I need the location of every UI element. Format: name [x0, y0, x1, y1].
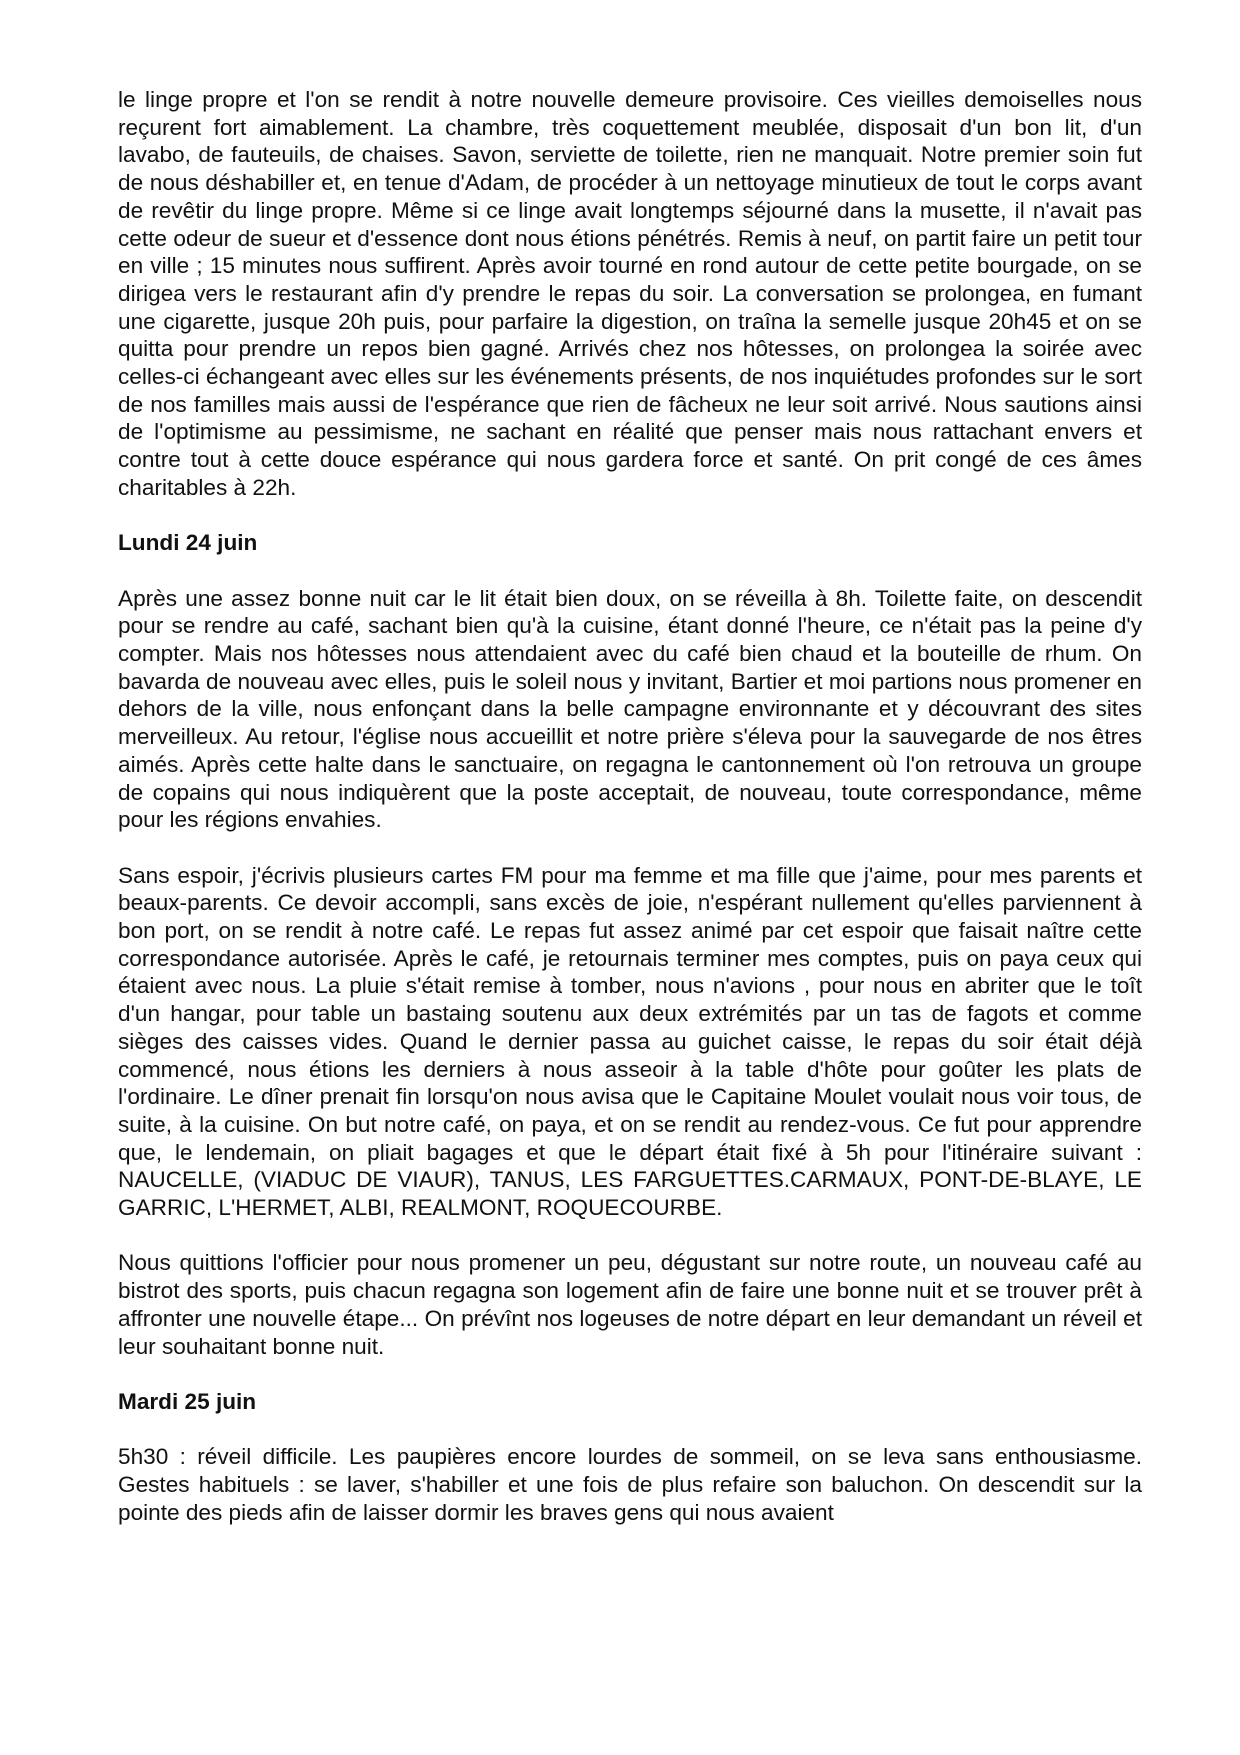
date-heading-lundi-24-juin: Lundi 24 juin — [118, 530, 258, 556]
paragraph-lundi-morning: Après une assez bonne nuit car le lit était bien doux, on se réveilla à 8h. Toilette faite, on descendit pour se rendre au café, sachant bien qu'à la cuisine, étant donné l'heure, ce n'était pas la peine d'y compter. Mais nos hôtesses nous attendaient avec du café bien chaud et la bouteille de rhum. On bavarda de nouveau avec elles, puis le soleil nous y invitant, Bartier et moi partions nous promener en dehors de la ville, nous enfonçant dans la belle campagne environnante et y découvrant des sites merveilleux. Au retour, l'église nous accueillit et notre prière s'éleva pour la sauvegarde de nos êtres aimés. Après cette halte dans le sanctuaire, on regagna le cantonnement où l'on retrouva un groupe de copains qui nous indiquèrent que la poste acceptait, de nouveau, toute correspondance, même pour les régions envahies. — [118, 585, 1142, 833]
paragraph-mardi-wakeup: 5h30 : réveil difficile. Les paupières encore lourdes de sommeil, on se leva sans enthousiasme. Gestes habituels : se laver, s'habiller et une fois de plus refaire son baluchon. On descendit sur la pointe des pieds afin de laisser dormir les braves gens qui nous avaient — [118, 1444, 1142, 1525]
page-body — [118, 86, 1142, 1526]
paragraph-lundi-letters: Sans espoir, j'écrivis plusieurs cartes FM pour ma femme et ma fille que j'aime, pour mes parents et beaux-parents. Ce devoir accompli, sans excès de joie, n'espérant nullement qu'elles parviennent à bon port, on se rendit à notre café. Le repas fut assez animé par cet espoir que faisait naître cette correspondance autorisée. Après le café, je retournais terminer mes comptes, puis on paya ceux qui étaient avec nous. La pluie s'était remise à tomber, nous n'avions , pour nous en abriter que le toît d'un hangar, pour table un bastaing soutenu aux deux extrémités par un tas de fagots et comme sièges des caisses vides. Quand le dernier passa au guichet caisse, le repas du soir était déjà commencé, nous étions les derniers à nous asseoir à la table d'hôte pour goûter les plats de l'ordinaire. Le dîner prenait fin lorsqu'on nous avisa que le Capitaine Moulet voulait nous voir tous, de suite, à la cuisine. On but notre café, on paya, et on se rendit au rendez-vous. Ce fut pour apprendre que, le lendemain, on pliait bagages et que le départ était fixé à 5h pour l'itinéraire suivant : NAUCELLE, (VIADUC DE VIAUR), TANUS, LES FARGUETTES.CARMAUX, PONT-DE-BLAYE, LE GARRIC, L'HERMET, ALBI, REALMONT, ROQUECOURBE. — [118, 862, 1142, 1221]
paragraph-lundi-night: Nous quittions l'officier pour nous promener un peu, dégustant sur notre route, un nouveau café au bistrot des sports, puis chacun regagna son logement afin de faire une bonne nuit et se trouver prêt à affronter une nouvelle étape... On prévînt nos logeuses de notre départ en leur demandant un réveil et leur souhaitant bonne nuit. — [118, 1250, 1142, 1359]
date-heading-mardi-25-juin: Mardi 25 juin — [118, 1388, 257, 1414]
paragraph-lodging-evening: le linge propre et l'on se rendit à notre nouvelle demeure provisoire. Ces vieilles demoiselles nous reçurent fort aimablement. La chambre, très coquettement meublée, disposait d'un bon lit, d'un lavabo, de fauteuils, de chaises. Savon, serviette de toilette, rien ne manquait. Notre premier soin fut de nous déshabiller et, en tenue d'Adam, de procéder à un nettoyage minutieux de tout le corps avant de revêtir du linge propre. Même si ce linge avait longtemps séjourné dans la musette, il n'avait pas cette odeur de sueur et d'essence dont nous étions pénétrés. Remis à neuf, on partit faire un petit tour en ville ; 15 minutes nous suffirent. Après avoir tourné en rond autour de cette petite bourgade, on se dirigea vers le restaurant afin d'y prendre le repas du soir. La conversation se prolongea, en fumant une cigarette, jusque 20h puis, pour parfaire la digestion, on traîna la semelle jusque 20h45 et on se quitta pour prendre un repos bien gagné. Arrivés chez nos hôtesses, on prolongea la soirée avec celles-ci échangeant avec elles sur les événements présents, de nos inquiétudes profondes sur le sort de nos familles mais aussi de l'espérance que rien de fâcheux ne leur soit arrivé. Nous sautions ainsi de l'optimisme au pessimisme, ne sachant en réalité que penser mais nous rattachant envers et contre tout à cette douce espérance qui nous gardera force et santé. On prit congé de ces âmes charitables à 22h. — [118, 87, 1142, 500]
